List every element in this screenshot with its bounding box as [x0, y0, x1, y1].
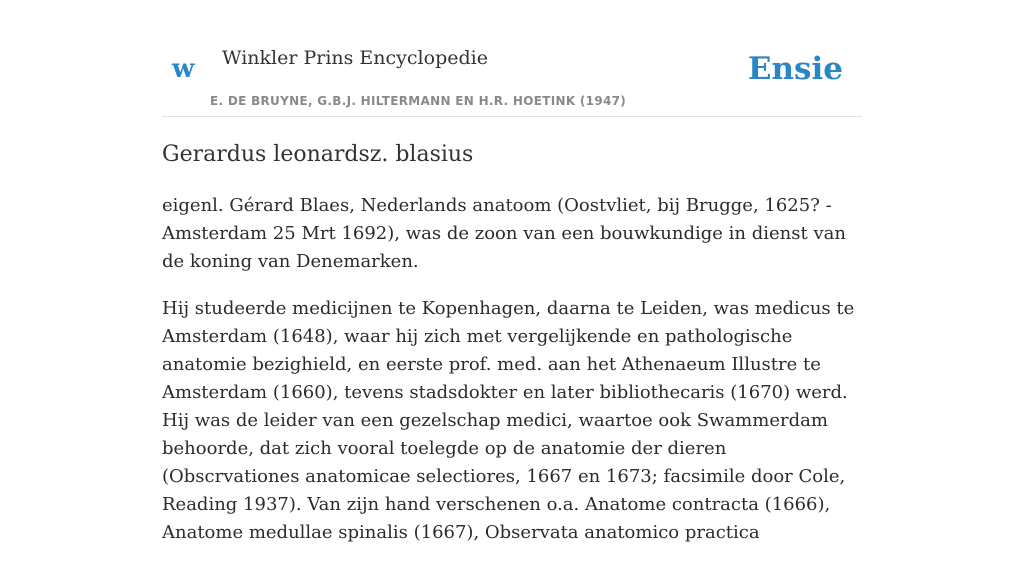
brand-logo[interactable]: Ensie [747, 51, 843, 87]
article-paragraph: eigenl. Gérard Blaes, Nederlands anatoom (Oostvliet, bij Brugge, 1625? - Amsterdam 25 Mrt 1692), was de zoon van een bouwkundige in dienst van de koning van Denemarken. [162, 195, 846, 272]
article-page [162, 0, 862, 543]
source-title[interactable]: Winkler Prins Encyclopedie [222, 47, 488, 69]
article-body [162, 192, 862, 566]
source-authors: E. DE BRUYNE, G.B.J. HILTERMANN EN H.R. HOETINK (1947) [210, 94, 627, 108]
page-header [162, 0, 862, 117]
article-paragraph: Hij studeerde medicijnen te Kopenhagen, daarna te Leiden, was medicus te Amsterdam (1648), waar hij zich met vergelijkende en pathologische anatomie bezighield, en eerste prof. med. aan het Athenaeum Illustre te Amsterdam (1660), tevens stadsdokter en later bibliothecaris (1670) werd. Hij was de leider van een gezelschap medici, waartoe ook Swammerdam behoorde, dat zich vooral toelegde op de anatomie der dieren (Obscrvationes anatomicae selectiores, 1667 en 1673; facsimile door Cole, Reading 1937). Van zijn hand verschenen o.a. Anatome contracta (1666), Anatome medullae spinalis (1667), Observata anatomico practica [162, 298, 855, 543]
article-title: Gerardus leonardsz. blasius [162, 142, 474, 167]
source-logo[interactable]: w [172, 54, 195, 84]
